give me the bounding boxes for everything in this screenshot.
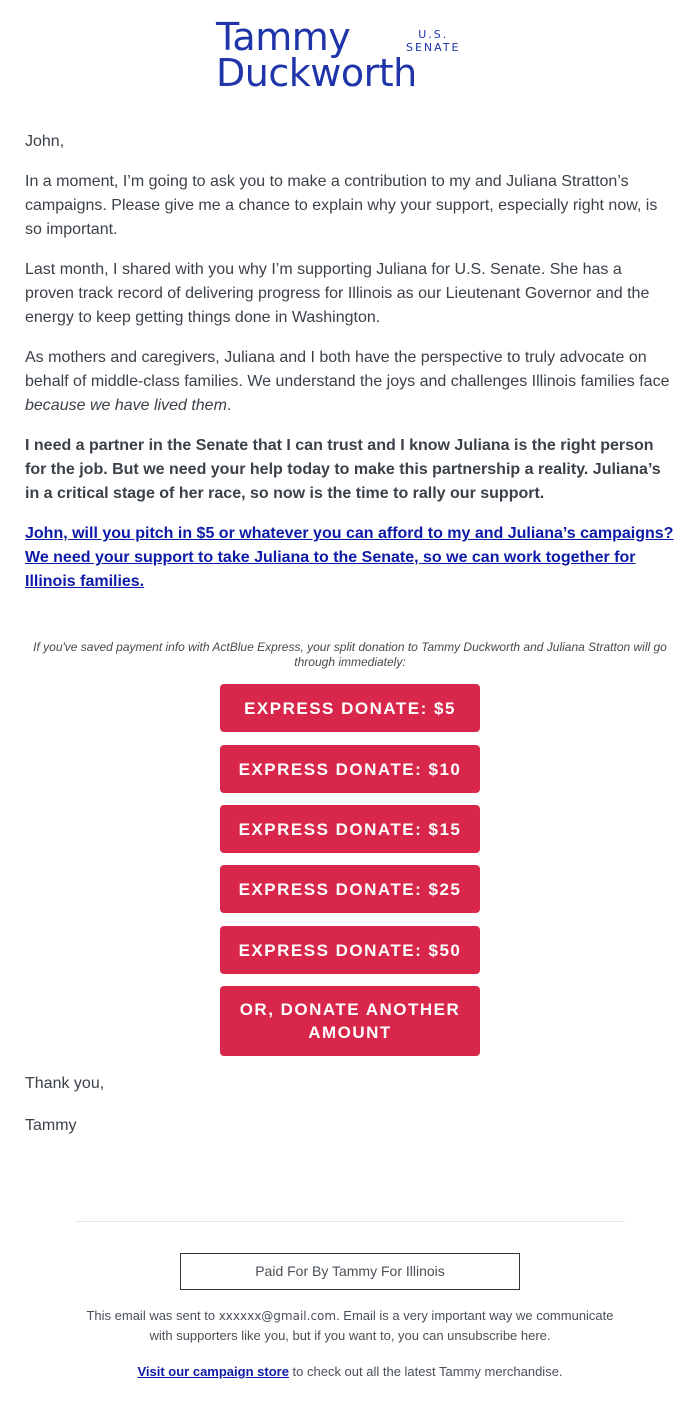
footer-store-suffix: to check out all the latest Tammy merchandise. (288, 1364, 563, 1379)
footer-sent-prefix: This email was sent to (86, 1308, 219, 1323)
paragraph-partner: I need a partner in the Senate that I can trust and I know Juliana is the right person for the job. But we need your help today to make this partnership a reality. Juliana’s in a critical stage of her race, so now is the time to rally our support. (25, 437, 661, 502)
donate-other-amount-label: OR, DONATE ANOTHER AMOUNT (239, 1000, 461, 1042)
logo-office (406, 28, 461, 54)
express-donate-50-button[interactable] (220, 926, 480, 974)
paragraph-support: Last month, I shared with you why I’m supporting Juliana for U.S. Senate. She has a proven track record of delivering progress for Illinois as our Lieutenant Governor and the energy to keep getting things done in Washington. (25, 261, 650, 326)
footer-store-line (75, 1362, 625, 1382)
donate-link-paragraph (25, 522, 675, 594)
signoff-name: Tammy (25, 1117, 77, 1134)
paragraph-mothers (25, 346, 675, 418)
express-donate-10-button[interactable] (220, 745, 480, 793)
express-donate-5-button[interactable] (220, 684, 480, 732)
donate-link[interactable]: John, will you pitch in $5 or whatever you can afford to my and Juliana’s campaigns? We need your support to take Juliana to the Senate, so we can work together for Illinois families. (25, 525, 674, 590)
express-donate-25-button[interactable] (220, 865, 480, 913)
footer-recipient-email: xxxxxx@gmail.com (218, 1309, 337, 1323)
logo-office-line2: SENATE (406, 41, 461, 54)
campaign-store-link[interactable]: Visit our campaign store (137, 1364, 289, 1379)
footer-sent-notice (75, 1306, 625, 1346)
signoff-thanks: Thank you, (25, 1075, 105, 1092)
express-donate-15-label: EXPRESS DONATE: $15 (238, 819, 462, 839)
paragraph-mothers-text: As mothers and caregivers, Juliana and I both have the perspective to truly advocate on behalf of middle-class families. We understand the joys and challenges Illinois families face (25, 349, 670, 390)
logo-first-name: Tammy (216, 15, 351, 59)
paragraph-intro: In a moment, I’m going to ask you to make a contribution to my and Juliana Stratton’s campaigns. Please give me a chance to explain why your support, especially right now, is so important. (25, 173, 658, 238)
logo-last-name: Duckworth (216, 51, 417, 95)
paragraph-mothers-italic: because we have lived them (25, 397, 227, 414)
footer-sent-suffix: . Email is a very important way we communicate with supporters like you, but if you want to, you can unsubscribe here. (149, 1308, 614, 1343)
express-donate-10-label: EXPRESS DONATE: $10 (238, 759, 462, 779)
express-donate-15-button[interactable] (220, 805, 480, 853)
express-donate-50-label: EXPRESS DONATE: $50 (238, 940, 462, 960)
express-note: If you've saved payment info with ActBlue Express, your split donation to Tammy Duckworth and Juliana Stratton will go through immediately: (33, 640, 667, 669)
footer-divider (75, 1221, 625, 1222)
paragraph-mothers-end: . (226, 397, 232, 414)
donate-other-amount-button[interactable] (220, 986, 480, 1056)
campaign-logo (216, 15, 488, 95)
logo-office-line1: U.S. (418, 28, 449, 41)
greeting: John, (25, 133, 65, 150)
email-body (25, 130, 675, 610)
paid-for-box: Paid For By Tammy For Illinois (180, 1253, 520, 1290)
express-donate-25-label: EXPRESS DONATE: $25 (238, 879, 462, 899)
express-donate-5-label: EXPRESS DONATE: $5 (244, 698, 456, 718)
